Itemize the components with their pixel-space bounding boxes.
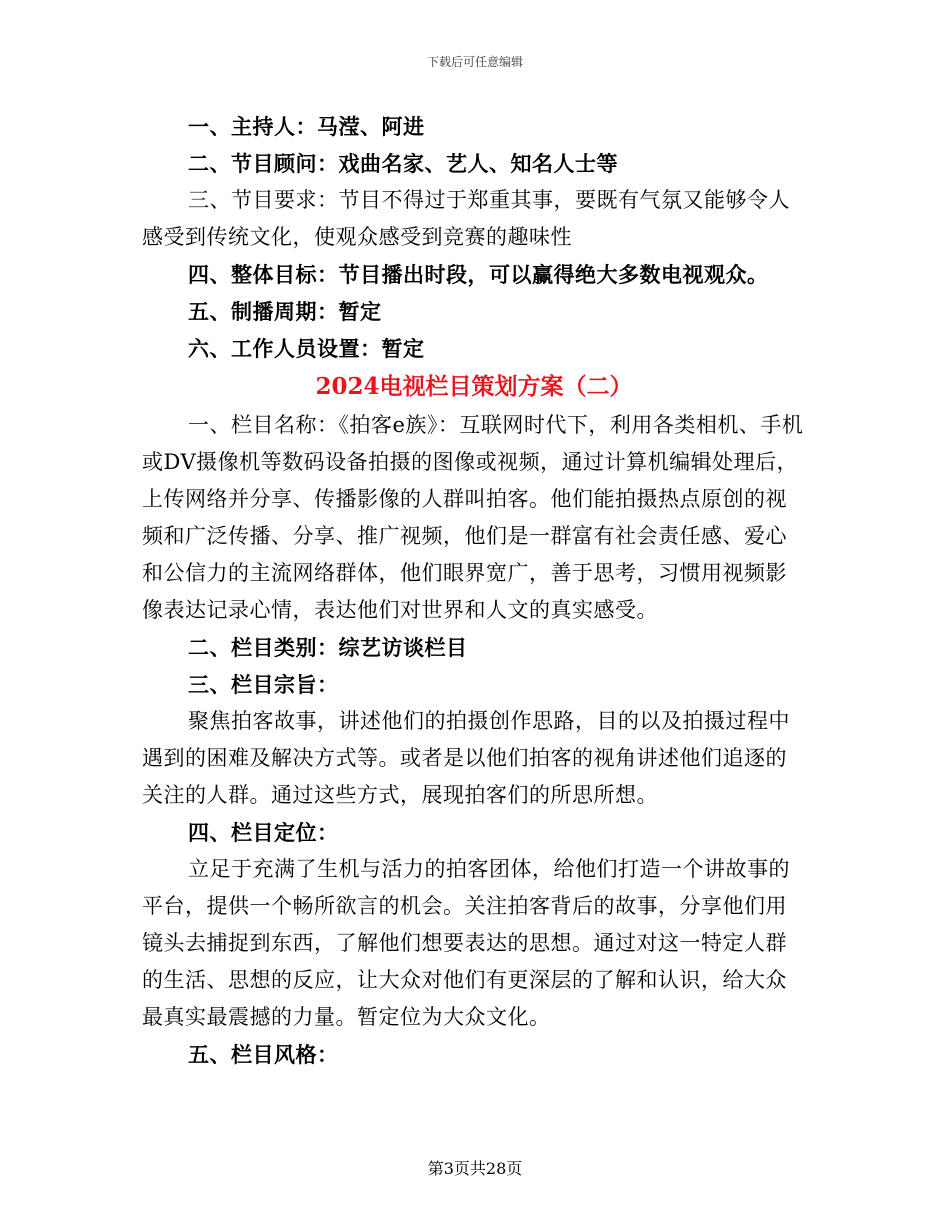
document-title: 2024电视栏目策划方案（二）: [315, 373, 633, 400]
cycle-line: 五、制播周期：暂定: [188, 299, 382, 324]
goal-line: 四、整体目标：节目播出时段，可以赢得绝大多数电视观众。: [188, 262, 769, 287]
requirements-paragraph: 三、节目要求：节目不得过于郑重其事，要既有气氛又能够令人感受到传统文化，使观众感受到竞赛的趣味性: [142, 188, 790, 249]
program-category-line: 二、栏目类别：综艺访谈栏目: [188, 635, 468, 660]
advisor-line: 二、节目顾问：戏曲名家、艺人、知名人士等: [188, 151, 618, 176]
program-purpose-paragraph: 聚焦拍客故事，讲述他们的拍摄创作思路，目的以及拍摄过程中遇到的困难及解决方式等。或者是以他们拍客的视角讲述他们追逐的关注的人群。通过这些方式，展现拍客们的所思所想。: [142, 709, 790, 807]
program-purpose-heading: 三、栏目宗旨：: [188, 672, 339, 697]
page-header: 下载后可任意编辑: [426, 55, 523, 69]
program-name-paragraph: 一、栏目名称：《拍客e族》：互联网时代下，利用各类相机、手机或DV摄像机等数码设备拍摄的图像或视频，通过计算机编辑处理后，上传网络并分享、传播影像的人群叫拍客。他们能拍摄热点原创的视频和广泛传播、分享、推广视频，他们是一群富有社会责任感、爱心和公信力的主流网络群体，他们眼界宽广，善于思考，习惯用视频影像表达记录心情，表达他们对世界和人文的真实感受。: [142, 413, 804, 622]
staff-line: 六、工作人员设置：暂定: [188, 336, 425, 361]
program-style-heading: 五、栏目风格：: [188, 1042, 339, 1067]
page-number: 第3页共28页: [427, 1159, 523, 1178]
document-body: [142, 108, 806, 1073]
program-position-heading: 四、栏目定位：: [188, 820, 339, 845]
program-position-paragraph: 立足于充满了生机与活力的拍客团体，给他们打造一个讲故事的平台，提供一个畅所欲言的机会。关注拍客背后的故事，分享他们用镜头去捕捉到东西，了解他们想要表达的思想。通过对这一特定人群的生活、思想的反应，让大众对他们有更深层的了解和认识，给大众最真实最震撼的力量。暂定位为大众文化。: [142, 857, 790, 1029]
host-line: 一、主持人：马滢、阿进: [188, 114, 425, 139]
